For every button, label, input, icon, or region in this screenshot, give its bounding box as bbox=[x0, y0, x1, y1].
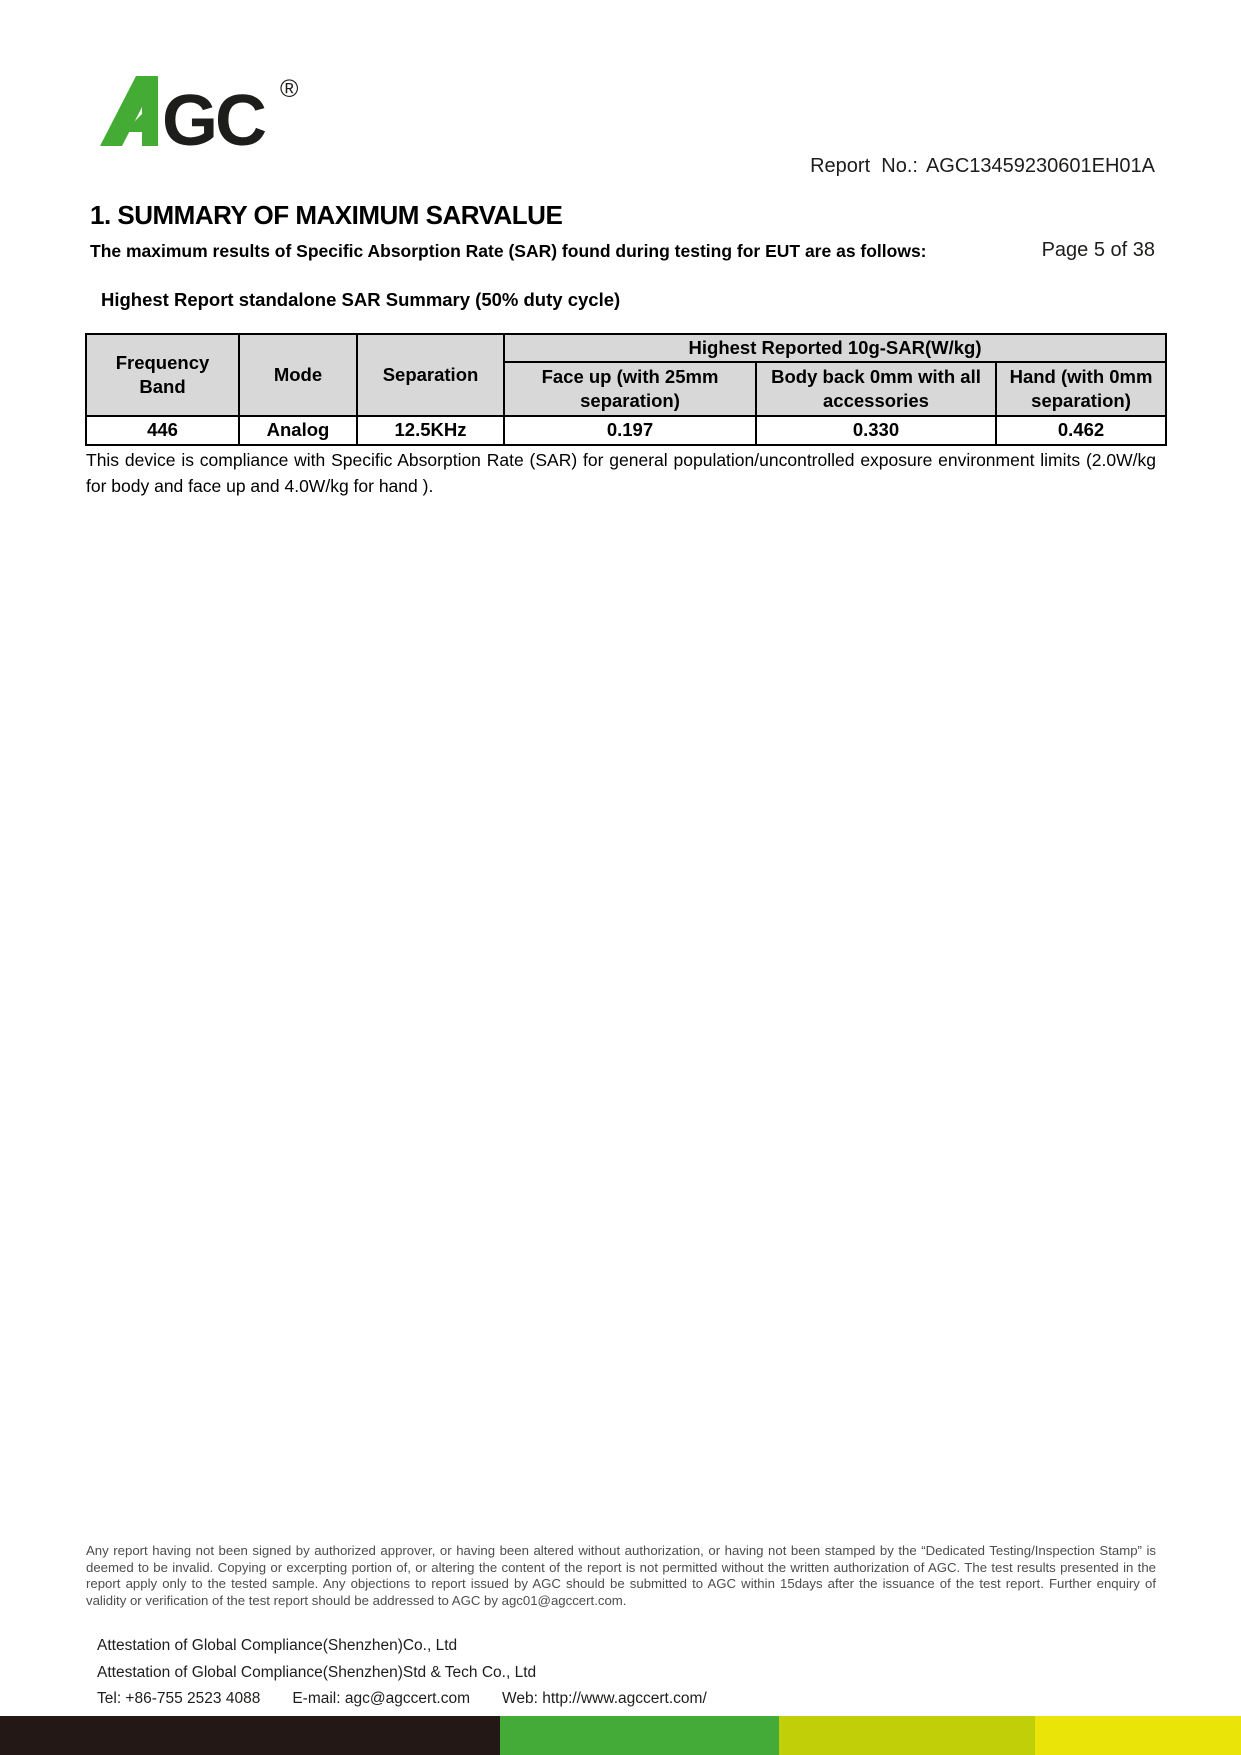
section-heading: 1. SUMMARY OF MAXIMUM SARVALUE bbox=[90, 200, 563, 230]
color-bar-segment-dark bbox=[0, 1716, 500, 1755]
cell-face-up: 0.197 bbox=[504, 416, 756, 444]
cell-frequency-band: 446 bbox=[86, 416, 239, 444]
registered-trademark-icon: ® bbox=[280, 75, 299, 103]
th-face-up: Face up (with 25mm separation) bbox=[504, 362, 756, 416]
footer-color-bar bbox=[0, 1716, 1241, 1755]
agc-logo-a-mark bbox=[100, 76, 158, 146]
cell-body-back: 0.330 bbox=[756, 416, 996, 444]
th-body-back: Body back 0mm with all accessories bbox=[756, 362, 996, 416]
contact-tel: Tel: +86-755 2523 4088 bbox=[97, 1690, 261, 1707]
report-number-line bbox=[810, 152, 1155, 180]
company-name-1: Attestation of Global Compliance(Shenzhen)Co., Ltd bbox=[97, 1637, 458, 1654]
th-group-10g-sar: Highest Reported 10g-SAR(W/kg) bbox=[504, 334, 1166, 362]
table-caption: Highest Report standalone SAR Summary (50% duty cycle) bbox=[101, 289, 621, 310]
contact-line bbox=[97, 1686, 707, 1713]
cell-hand: 0.462 bbox=[996, 416, 1166, 444]
color-bar-segment-green bbox=[500, 1716, 779, 1755]
th-hand: Hand (with 0mm separation) bbox=[996, 362, 1166, 416]
footer-disclaimer: Any report having not been signed by authorized approver, or having been altered without authorization, or having not been stamped by the “Dedicated Testing/Inspection Stamp” is deemed to be invalid. Copying or excerpting portion of, or altering the content of the report is not permitted without the written authorization of AGC. The test results presented in the report apply only to the tested sample. Any objections to report issued by AGC should be submitted to AGC within 15days after the issuance of the test report. Further enquiry of validity or verification of the test report should be addressed to AGC by agc01@agccert.com. bbox=[86, 1543, 1156, 1608]
agc-logo-gc-text: GC bbox=[162, 81, 264, 149]
page-number-line: Page 5 of 38 bbox=[1041, 239, 1155, 261]
th-frequency-band: Frequency Band bbox=[86, 334, 239, 416]
compliance-note: This device is compliance with Specific Absorption Rate (SAR) for general population/uncontrolled exposure environment limits (2.0W/kg for body and face up and 4.0W/kg for hand ). bbox=[86, 450, 1156, 496]
report-number-label: Report No.: bbox=[810, 155, 918, 177]
report-header bbox=[810, 96, 1155, 320]
report-number-value: AGC13459230601EH01A bbox=[925, 155, 1155, 177]
section-intro: The maximum results of Specific Absorption Rate (SAR) found during testing for EUT are as follows: bbox=[90, 241, 927, 261]
table-row bbox=[86, 416, 1166, 444]
cell-mode: Analog bbox=[239, 416, 357, 444]
color-bar-segment-yellow bbox=[1035, 1716, 1241, 1755]
contact-email: E-mail: agc@agccert.com bbox=[292, 1690, 471, 1707]
cell-separation: 12.5KHz bbox=[357, 416, 504, 444]
color-bar-segment-yellowgreen bbox=[779, 1716, 1035, 1755]
th-mode: Mode bbox=[239, 334, 357, 416]
company-info bbox=[97, 1633, 707, 1713]
agc-logo bbox=[100, 73, 310, 149]
contact-web: Web: http://www.agccert.com/ bbox=[502, 1690, 707, 1707]
th-separation: Separation bbox=[357, 334, 504, 416]
company-name-2: Attestation of Global Compliance(Shenzhen)Std & Tech Co., Ltd bbox=[97, 1663, 537, 1681]
sar-summary-table bbox=[85, 333, 1167, 446]
